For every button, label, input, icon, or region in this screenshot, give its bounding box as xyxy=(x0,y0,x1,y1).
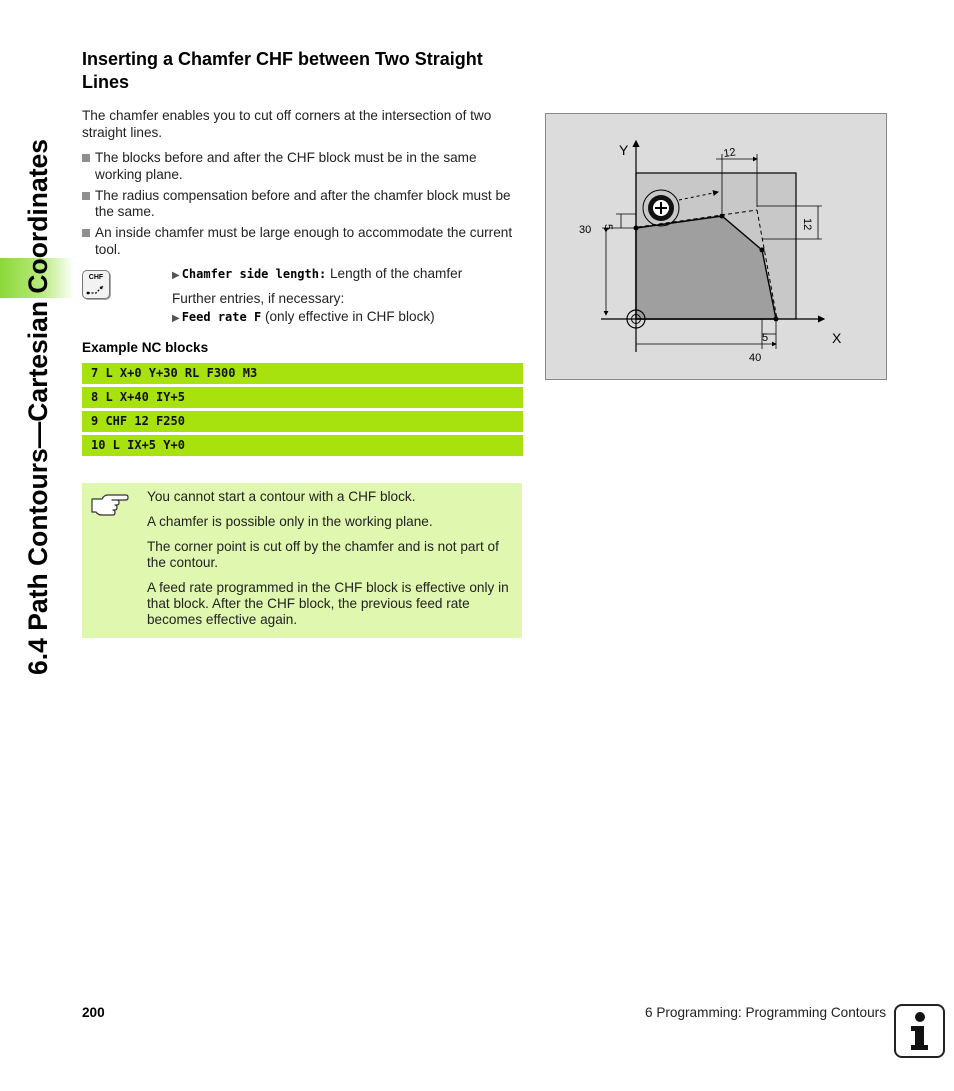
pointing-hand-icon xyxy=(90,491,130,517)
note-paragraph: The corner point is cut off by the chamfer and is not part of the contour. xyxy=(147,539,499,570)
intro-paragraph: The chamfer enables you to cut off corners at the intersection of two straight lines. xyxy=(82,108,492,140)
nc-block-line: 8 L X+40 IY+5 xyxy=(82,387,523,408)
chamfer-drawing xyxy=(546,114,886,379)
requirements-list xyxy=(82,150,526,263)
note-paragraph: A feed rate programmed in the CHF block is effective only in that block. After the CHF block, the previous feed rate becomes effective again. xyxy=(147,580,509,627)
triangle-bullet-icon: ▶ xyxy=(172,313,180,324)
feed-rate-description: (only effective in CHF block) xyxy=(261,309,435,324)
further-entries-label: Further entries, if necessary: xyxy=(172,291,345,306)
section-heading: Inserting a Chamfer CHF between Two Straight Lines xyxy=(82,49,483,92)
chamfer-diagram xyxy=(545,113,887,380)
nc-block-line: 7 L X+0 Y+30 RL F300 M3 xyxy=(82,363,523,384)
info-icon[interactable] xyxy=(894,1004,945,1058)
page-number: 200 xyxy=(82,1005,105,1020)
dimension-right-12: 12 xyxy=(801,218,813,231)
dimension-bottom-40: 40 xyxy=(749,352,762,364)
side-section-title-text: 6.4 Path Contours—Cartesian Coordinates xyxy=(22,139,53,675)
list-item: The radius compensation before and after the chamfer block must be the same. xyxy=(82,188,526,221)
chapter-title: 6 Programming: Programming Contours xyxy=(644,1005,886,1020)
triangle-bullet-icon: ▶ xyxy=(172,270,180,281)
side-section-title xyxy=(12,34,64,780)
dimension-left-30: 30 xyxy=(579,224,592,236)
dimension-bottom-5: 5 xyxy=(762,332,769,344)
x-axis-label: X xyxy=(832,330,842,346)
chamfer-glyph-icon xyxy=(86,283,106,295)
info-glyph-icon xyxy=(896,1006,943,1056)
nc-block-line: 9 CHF 12 F250 xyxy=(82,411,523,432)
list-item: An inside chamfer must be large enough to accommodate the current tool. xyxy=(82,225,526,258)
feed-rate-entry xyxy=(172,309,435,327)
note-paragraph: A chamfer is possible only in the working plane. xyxy=(147,514,433,529)
chamfer-length-prompt: Chamfer side length: xyxy=(181,267,327,281)
nc-block-list xyxy=(82,363,523,459)
chf-key-icon xyxy=(82,270,110,299)
chamfer-length-description: Length of the chamfer xyxy=(326,266,463,281)
y-axis-label: Y xyxy=(619,142,629,158)
feed-rate-prompt: Feed rate F xyxy=(181,310,262,324)
chamfer-length-entry xyxy=(172,266,462,284)
nc-block-line: 10 L IX+5 Y+0 xyxy=(82,435,523,456)
dimension-left-5: 5 xyxy=(602,224,614,231)
chf-key-label: CHF xyxy=(88,274,104,281)
note-box xyxy=(82,483,522,638)
milling-cutter-icon xyxy=(643,190,679,226)
list-item: The blocks before and after the CHF block must be in the same working plane. xyxy=(82,150,526,183)
note-paragraph: You cannot start a contour with a CHF block. xyxy=(147,489,416,504)
example-heading: Example NC blocks xyxy=(82,340,209,355)
dimension-top-12: 12 xyxy=(722,146,737,160)
